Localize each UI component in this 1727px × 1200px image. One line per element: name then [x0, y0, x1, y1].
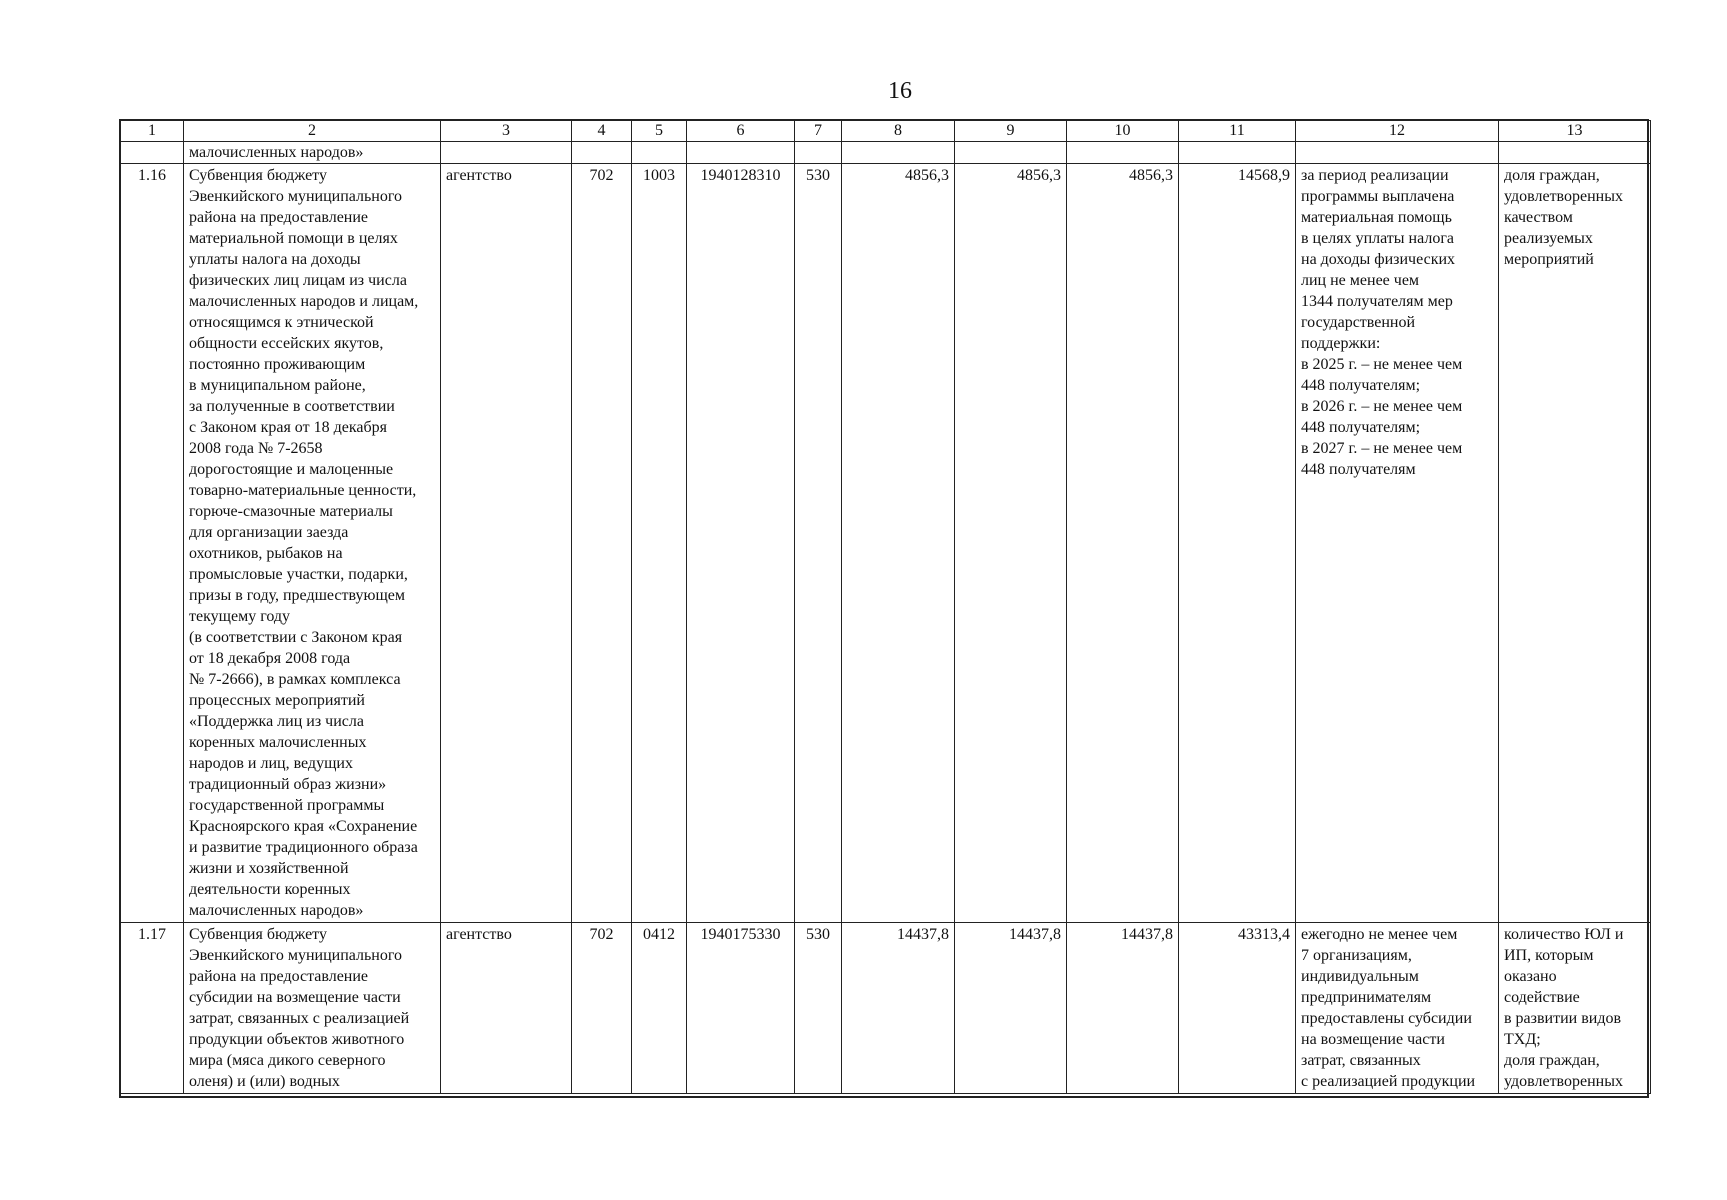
column-header-12: 12: [1296, 121, 1499, 142]
row-number: 1.17: [121, 923, 184, 1094]
row-amount-2025: 4856,3: [842, 164, 955, 923]
row-amount-2026: 4856,3: [955, 164, 1067, 923]
row-description: Субвенция бюджету Эвенкийского муниципального района на предоставление субсидии на возмещение части затрат, связанных с реализацией продукции объектов животного мира (мяса дикого северного оленя) и (или) водных: [184, 923, 441, 1094]
continuation-row: [121, 142, 1651, 164]
row-expected-result: ежегодно не менее чем 7 организациям, индивидуальным предпринимателям предоставлены субсидии на возмещение части затрат, связанных с реализацией продукции: [1296, 923, 1499, 1094]
page-number: 16: [888, 78, 912, 104]
row-code-grbs: 702: [572, 923, 632, 1094]
column-header-1: 1: [121, 121, 184, 142]
row-executor: агентство: [441, 164, 572, 923]
row-number: 1.16: [121, 164, 184, 923]
row-amount-2025: 14437,8: [842, 923, 955, 1094]
row-code-section: 1003: [632, 164, 687, 923]
row-description: Субвенция бюджету Эвенкийского муниципального района на предоставление материальной помощи в целях уплаты налога на доходы физических лиц лицам из числа малочисленных народов и лицам, относящимся к этнической общности ессейских якутов, постоянно проживающим в муниципальном районе, за полученные в соответствии с Законом края от 18 декабря 2008 года № 7-2658 дорогостоящие и малоценные товарно-материальные ценности, горюче-смазочные материалы для организации заезда охотников, рыбаков на промысловые участки, подарки, призы в году, предшествующем текущему году (в соответствии с Законом края от 18 декабря 2008 года № 7-2666), в рамках комплекса процессных мероприятий «Поддержка лиц из числа коренных малочисленных народов и лиц, ведущих традиционный образ жизни» государственной программы Красноярского края «Сохранение и развитие традиционного образа жизни и хозяйственной деятельности коренных малочисленных народов»: [184, 164, 441, 923]
row-code-expense-type: 530: [795, 923, 842, 1094]
program-table: [120, 120, 1651, 1094]
row-code-section: 0412: [632, 923, 687, 1094]
row-amount-2027: 4856,3: [1067, 164, 1179, 923]
row-code-target: 1940175330: [687, 923, 795, 1094]
column-header-3: 3: [441, 121, 572, 142]
table-row: [121, 164, 1651, 923]
column-header-9: 9: [955, 121, 1067, 142]
row-code-expense-type: 530: [795, 164, 842, 923]
column-header-5: 5: [632, 121, 687, 142]
row-amount-2027: 14437,8: [1067, 923, 1179, 1094]
column-header-2: 2: [184, 121, 441, 142]
row-code-target: 1940128310: [687, 164, 795, 923]
column-header-7: 7: [795, 121, 842, 142]
row-amount-total: 14568,9: [1179, 164, 1296, 923]
row-code-grbs: 702: [572, 164, 632, 923]
table-row: [121, 923, 1651, 1094]
column-header-4: 4: [572, 121, 632, 142]
row-amount-total: 43313,4: [1179, 923, 1296, 1094]
column-header-8: 8: [842, 121, 955, 142]
column-header-6: 6: [687, 121, 795, 142]
row-indicator: доля граждан, удовлетворенных качеством реализуемых мероприятий: [1499, 164, 1651, 923]
column-number-header-row: [121, 121, 1651, 142]
row-expected-result: за период реализации программы выплачена материальная помощь в целях уплаты налога на доходы физических лиц не менее чем 1344 получателям мер государственной поддержки: в 2025 г. – не менее чем 448 получателям; в 2026 г. – не менее чем 448 получателям; в 2027 г. – не менее чем 448 получателям: [1296, 164, 1499, 923]
column-header-11: 11: [1179, 121, 1296, 142]
column-header-10: 10: [1067, 121, 1179, 142]
continuation-text: малочисленных народов»: [184, 142, 441, 164]
row-indicator: количество ЮЛ и ИП, которым оказано содействие в развитии видов ТХД; доля граждан, удовлетворенных: [1499, 923, 1651, 1094]
row-amount-2026: 14437,8: [955, 923, 1067, 1094]
column-header-13: 13: [1499, 121, 1651, 142]
row-executor: агентство: [441, 923, 572, 1094]
